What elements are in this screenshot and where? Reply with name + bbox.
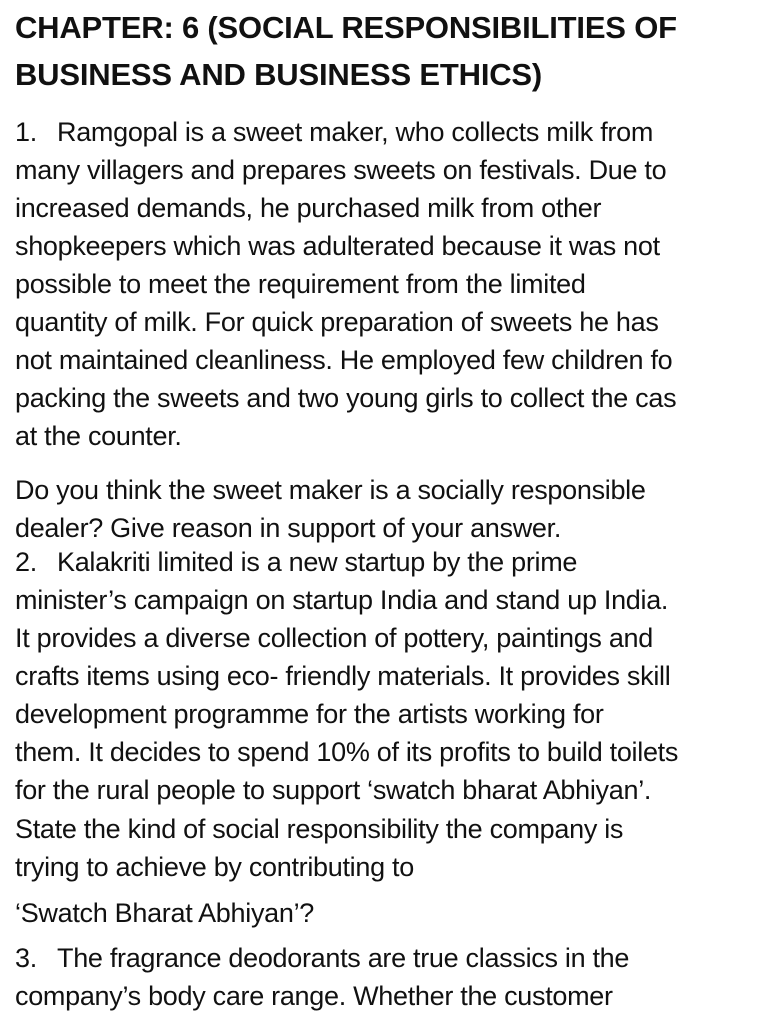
question-2-line: them. It decides to spend 10% of its profits to build toilets [15, 737, 679, 767]
question-1-prompt-line: Do you think the sweet maker is a socially responsible [15, 475, 646, 505]
question-1-line: at the counter. [15, 421, 182, 451]
question-2-number: 2. [15, 547, 37, 577]
chapter-title-line: CHAPTER: 6 (SOCIAL RESPONSIBILITIES OF [15, 10, 677, 45]
question-1-line: quantity of milk. For quick preparation of sweets he has [15, 307, 659, 337]
question-3 [15, 939, 629, 1015]
question-1-prompt-line: dealer? Give reason in support of your answer. [15, 513, 562, 543]
question-1-text: Ramgopal is a sweet maker, who collects milk from [57, 117, 654, 147]
question-3-number: 3. [15, 943, 37, 973]
question-2-line: crafts items using eco- friendly materials. It provides skill [15, 661, 671, 691]
question-1-line: packing the sweets and two young girls to collect the cas [15, 383, 677, 413]
question-1 [15, 113, 676, 455]
question-2-line: It provides a diverse collection of pottery, paintings and [15, 623, 653, 653]
chapter-title-line: BUSINESS AND BUSINESS ETHICS) [15, 57, 543, 92]
question-2-prompt-line: trying to achieve by contributing to [15, 852, 414, 882]
question-1-line: increased demands, he purchased milk from other [15, 193, 602, 223]
question-3-line [15, 939, 629, 977]
question-1-prompt [15, 471, 646, 547]
question-3-line: company’s body care range. Whether the customer [15, 981, 613, 1011]
question-2-line [15, 543, 678, 581]
question-1-line [15, 113, 676, 151]
question-2-prompt-tail-line: ‘Swatch Bharat Abhiyan’? [15, 898, 314, 928]
question-2-prompt-tail [15, 894, 314, 932]
question-2-prompt-line: State the kind of social responsibility the company is [15, 814, 624, 844]
question-1-line: shopkeepers which was adulterated because it was not [15, 231, 660, 261]
chapter-title [15, 4, 677, 98]
question-1-number: 1. [15, 117, 37, 147]
question-2-text: Kalakriti limited is a new startup by the prime [57, 547, 578, 577]
question-1-line: not maintained cleanliness. He employed few children fo [15, 345, 673, 375]
question-2 [15, 543, 678, 809]
question-2-line: for the rural people to support ‘swatch bharat Abhiyan’. [15, 775, 652, 805]
question-1-line: possible to meet the requirement from the limited [15, 269, 586, 299]
question-1-line: many villagers and prepares sweets on festivals. Due to [15, 155, 667, 185]
question-2-prompt [15, 810, 623, 886]
question-2-line: minister’s campaign on startup India and stand up India. [15, 585, 669, 615]
question-2-line: development programme for the artists working for [15, 699, 604, 729]
question-3-text: The fragrance deodorants are true classics in the [57, 943, 630, 973]
